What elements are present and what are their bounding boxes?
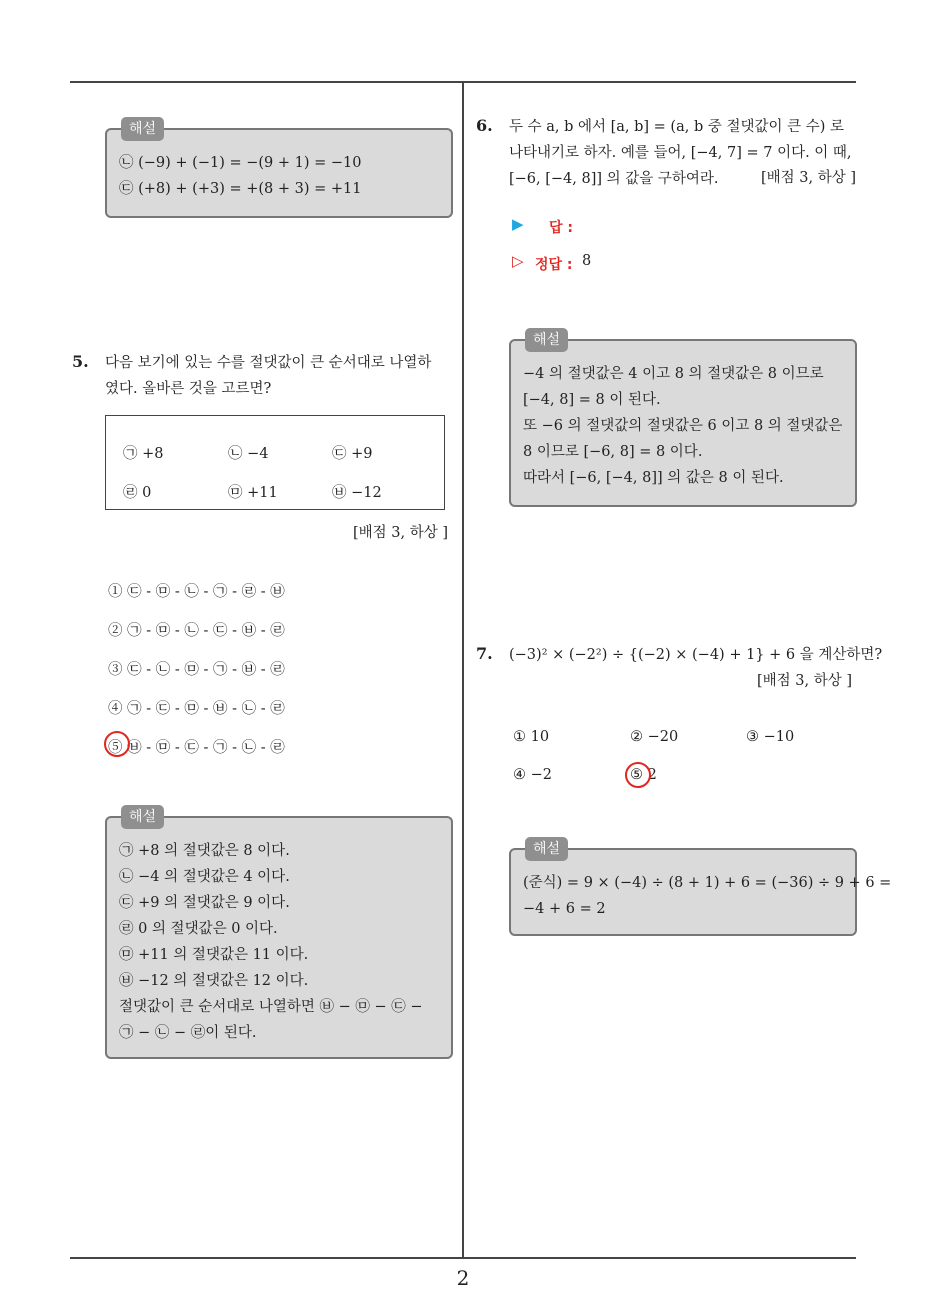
solution-line: ㉥ −12 의 절댓값은 12 이다. [119,973,309,989]
solution-line: ㉠ +8 의 절댓값은 8 이다. [119,843,290,859]
correct-label: 정답 : [535,257,573,273]
solution-tab: 해설 [121,117,164,141]
solution-line: ㉢ (+8) + (+3) = +(8 + 3) = +11 [119,181,362,197]
choice-4[interactable]: ④ −2 [513,767,552,783]
solution-tab: 해설 [525,837,568,861]
answer-circle-mark [625,762,651,788]
choice-1[interactable]: ① 10 [513,729,550,745]
choice-5[interactable]: ⑤ ㉥ - ㉤ - ㉢ - ㉠ - ㉡ - ㉣ [108,740,285,756]
question-line: [−6, [−4, 8]] 의 값을 구하여라. [509,171,719,187]
choice-4[interactable]: ④ ㉠ - ㉢ - ㉤ - ㉥ - ㉡ - ㉣ [108,701,285,717]
bottom-rule [70,1257,856,1259]
solution-line: ㉡ (−9) + (−1) = −(9 + 1) = −10 [119,155,362,171]
solution-line: −4 + 6 = 2 [523,901,606,917]
bogi-item: ㉤ +11 [228,485,278,501]
bogi-box [105,415,445,510]
question-number: 5. [72,352,89,371]
answer-circle-mark [104,731,130,757]
points-label: [배점 3, 하상 ] [756,673,852,689]
correct-value: 8 [582,253,592,269]
solution-box-q5 [105,809,453,1059]
column-divider [462,82,464,1258]
solution-line: 절댓값이 큰 순서대로 나열하면 ㉥ − ㉤ − ㉢ − [119,999,423,1015]
question-line: 두 수 a, b 에서 [a, b] = (a, b 중 절댓값이 큰 수) 로 [509,119,844,135]
solution-line: [−4, 8] = 8 이 된다. [523,392,661,408]
bogi-item: ㉡ −4 [228,446,269,462]
question-line: 였다. 올바른 것을 고르면? [105,381,272,397]
question-text: (−3)² × (−2²) ÷ {(−2) × (−4) + 1} + 6 을 계산하면? [509,647,883,663]
solution-tab: 해설 [525,328,568,352]
choice-5[interactable]: ⑤ 2 [630,767,657,783]
page-number: 2 [456,1266,470,1290]
solution-line: (준식) = 9 × (−4) ÷ (8 + 1) + 6 = (−36) ÷ 9 + 6 = [523,875,892,891]
choice-1[interactable]: ① ㉢ - ㉤ - ㉡ - ㉠ - ㉣ - ㉥ [108,584,285,600]
bogi-item: ㉥ −12 [332,485,382,501]
choice-2[interactable]: ② −20 [630,729,679,745]
bogi-item: ㉠ +8 [123,446,164,462]
solution-line: ㉢ +9 의 절댓값은 9 이다. [119,895,290,911]
question-line: 나타내기로 하자. 예를 들어, [−4, 7] = 7 이다. 이 때, [509,145,852,161]
points-label: [배점 3, 하상 ] [352,525,448,541]
points-label: [배점 3, 하상 ] [760,170,856,186]
question-number: 7. [476,644,493,663]
answer-arrow-icon: ▶ [512,215,524,233]
question-number: 6. [476,116,493,135]
solution-line: ㉠ − ㉡ − ㉣이 된다. [119,1025,257,1041]
solution-box-q7 [509,841,892,936]
correct-arrow-icon: ▷ [512,252,524,270]
bogi-item: ㉣ 0 [123,485,152,501]
solution-line: 따라서 [−6, [−4, 8]] 의 값은 8 이 된다. [523,470,784,486]
choice-3[interactable]: ③ ㉢ - ㉡ - ㉤ - ㉠ - ㉥ - ㉣ [108,662,285,678]
solution-line: −4 의 절댓값은 4 이고 8 의 절댓값은 8 이므로 [523,366,824,382]
choice-3[interactable]: ③ −10 [746,729,795,745]
solution-line: ㉡ −4 의 절댓값은 4 이다. [119,869,290,885]
solution-line: 8 이므로 [−6, 8] = 8 이다. [523,444,703,460]
bogi-item: ㉢ +9 [332,446,373,462]
solution-tab: 해설 [121,805,164,829]
solution-box-prev [105,121,453,218]
solution-line: 또 −6 의 절댓값의 절댓값은 6 이고 8 의 절댓값은 [523,418,843,434]
solution-line: ㉣ 0 의 절댓값은 0 이다. [119,921,278,937]
question-line: 다음 보기에 있는 수를 절댓값이 큰 순서대로 나열하 [105,355,432,371]
answer-label: 답 : [549,220,573,236]
solution-line: ㉤ +11 의 절댓값은 11 이다. [119,947,309,963]
question-text [105,350,465,402]
solution-box-q6 [509,332,857,507]
choice-2[interactable]: ② ㉠ - ㉤ - ㉡ - ㉢ - ㉥ - ㉣ [108,623,285,639]
